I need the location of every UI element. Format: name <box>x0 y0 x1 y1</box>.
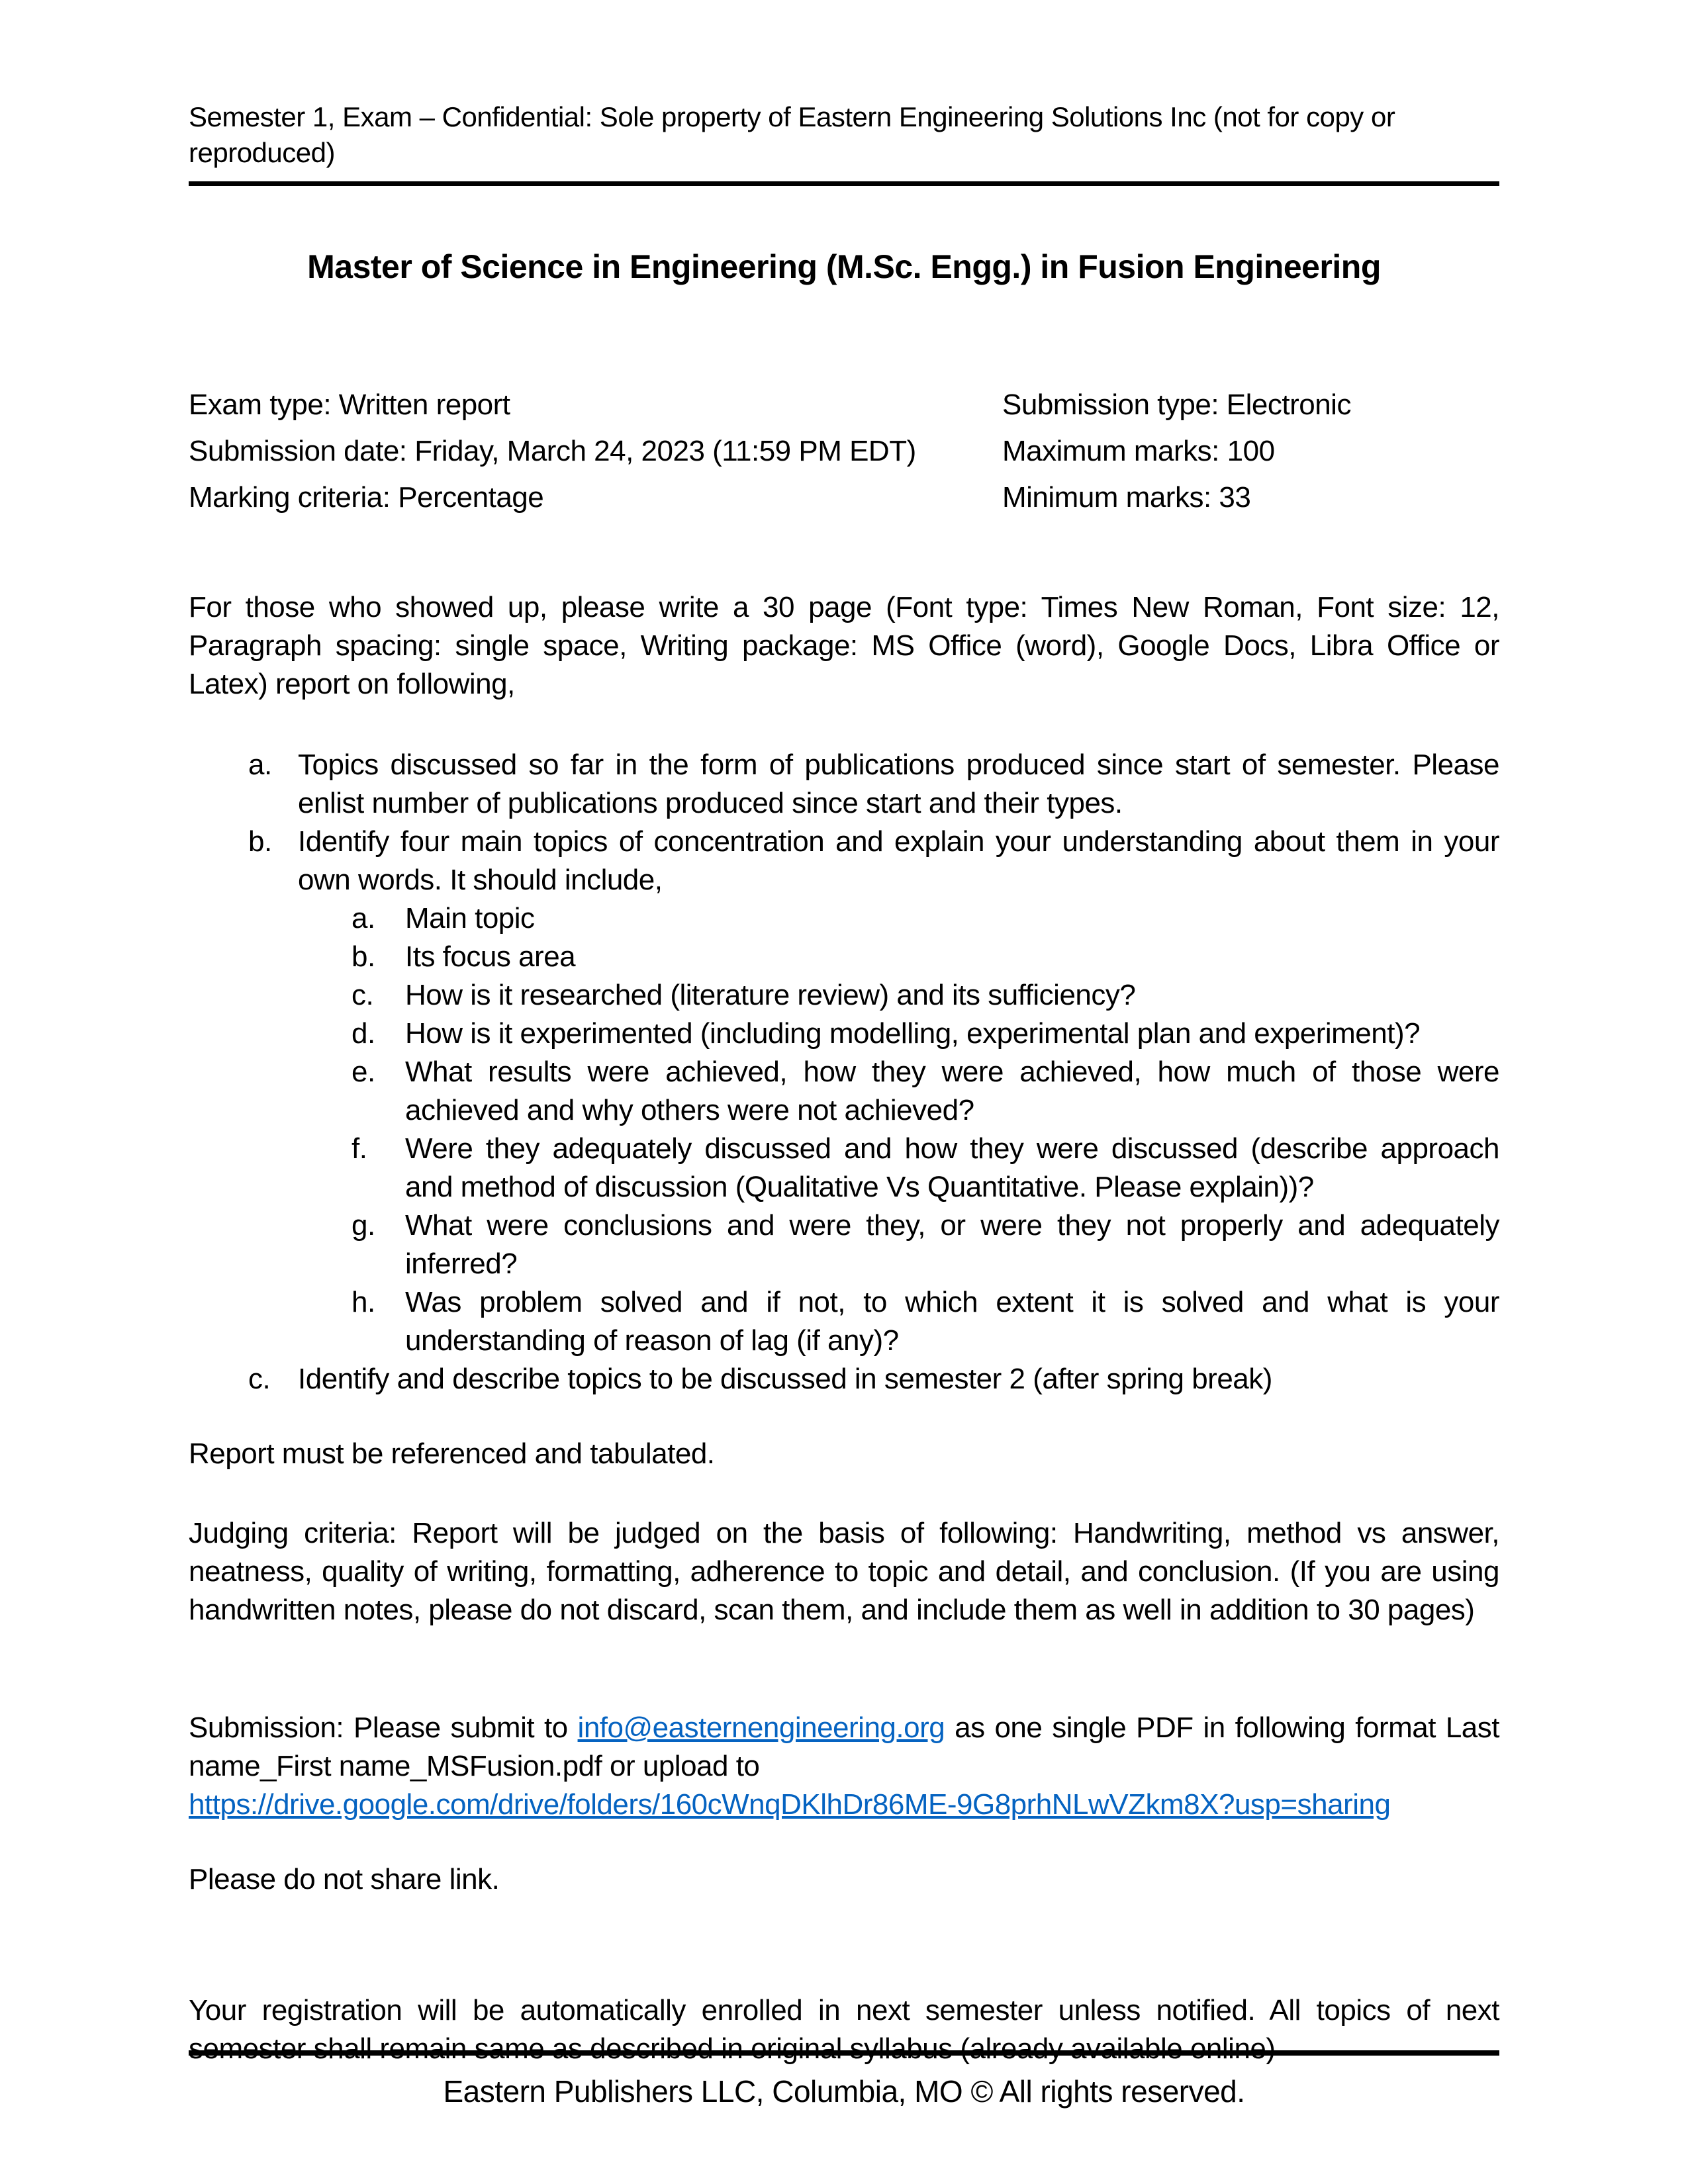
list-item-text: Main topic <box>405 902 535 934</box>
topic-sublist <box>189 899 1499 1360</box>
footer-copyright-text: Eastern Publishers LLC, Columbia, MO © All rights reserved. <box>443 2074 1245 2109</box>
submission-suffix-text: as one single PDF in following format Last name_First name_MSFusion.pdf or upload to <box>189 1711 1499 1782</box>
list-marker: f. <box>352 1132 367 1165</box>
email-link[interactable]: info@easternengineering.org <box>577 1711 945 1744</box>
list-item-text: What results were achieved, how they were achieved, how much of those were achieved and why others were not achieved? <box>405 1056 1499 1126</box>
list-item <box>352 976 1499 1015</box>
registration-note-paragraph: Your registration will be automatically enrolled in next semester unless notified. All topics of next semester shall remain same as described in original syllabus (already available online) <box>189 1994 1499 2065</box>
exam-details-right-column <box>1002 386 1499 525</box>
list-marker: c. <box>352 979 374 1011</box>
list-marker: b. <box>248 825 272 858</box>
list-item <box>352 1130 1499 1206</box>
maximum-marks-line: Maximum marks: 100 <box>1002 435 1275 467</box>
list-item-text: Were they adequately discussed and how they were discussed (describe approach and method of discussion (Qualitative Vs Quantitative. Please explain))? <box>405 1132 1499 1203</box>
list-marker: g. <box>352 1209 375 1242</box>
submission-type-line: Submission type: Electronic <box>1002 388 1351 421</box>
submission-paragraph <box>189 1709 1499 1824</box>
exam-type-line: Exam type: Written report <box>189 388 510 421</box>
list-marker: a. <box>248 749 272 781</box>
list-item <box>248 823 1499 899</box>
list-item-text: Its focus area <box>405 940 576 973</box>
list-item-text: Topics discussed so far in the form of publications produced since start of semester. Please enlist number of publications produced since start and their types. <box>298 749 1499 819</box>
list-marker: b. <box>352 940 375 973</box>
document-title: Master of Science in Engineering (M.Sc. Engg.) in Fusion Engineering <box>307 248 1381 285</box>
list-marker: c. <box>248 1363 271 1395</box>
list-marker: a. <box>352 902 375 934</box>
submission-prefix-text: Submission: Please submit to <box>189 1711 578 1744</box>
exam-details <box>189 386 1499 525</box>
list-item <box>352 938 1499 976</box>
list-item <box>248 746 1499 823</box>
report-note-paragraph: Report must be referenced and tabulated. <box>189 1437 715 1470</box>
list-item-text: Identify and describe topics to be discussed in semester 2 (after spring break) <box>298 1363 1272 1395</box>
list-item <box>352 1053 1499 1130</box>
page-footer <box>189 2050 1499 2110</box>
header-confidential-text: Semester 1, Exam – Confidential: Sole property of Eastern Engineering Solutions Inc (not for copy or reproduced) <box>189 101 1395 168</box>
exam-details-left-column <box>189 386 1002 525</box>
list-item <box>352 1015 1499 1053</box>
drive-link[interactable]: https://drive.google.com/drive/folders/160cWnqDKlhDr86ME-9G8prhNLwVZkm8X?usp=sharing <box>189 1788 1391 1821</box>
intro-paragraph: For those who showed up, please write a 30 page (Font type: Times New Roman, Font size: 12, Paragraph spacing: single space, Writing package: MS Office (word), Google Docs, Libra Office or Latex) report on following, <box>189 591 1499 700</box>
page-header <box>189 99 1499 186</box>
list-item <box>352 899 1499 938</box>
list-item <box>352 1283 1499 1360</box>
submission-date-line: Submission date: Friday, March 24, 2023 (11:59 PM EDT) <box>189 435 916 467</box>
minimum-marks-line: Minimum marks: 33 <box>1002 481 1251 514</box>
list-marker: d. <box>352 1017 375 1050</box>
list-item-text: Was problem solved and if not, to which extent it is solved and what is your understanding of reason of lag (if any)? <box>405 1286 1499 1357</box>
list-item-text: Identify four main topics of concentration and explain your understanding about them in your own words. It should include, <box>298 825 1499 896</box>
judging-criteria-paragraph: Judging criteria: Report will be judged on the basis of following: Handwriting, method vs answer, neatness, quality of writing, formatting, adherence to topic and detail, and conclusion. (If you are using handwritten notes, please do not discard, scan them, and include them as well in addition to 30 pages) <box>189 1517 1499 1626</box>
list-item-text: What were conclusions and were they, or were they not properly and adequately inferred? <box>405 1209 1499 1280</box>
list-item <box>352 1206 1499 1283</box>
marking-criteria-line: Marking criteria: Percentage <box>189 481 544 514</box>
list-item-text: How is it researched (literature review) and its sufficiency? <box>405 979 1136 1011</box>
list-marker: h. <box>352 1286 375 1318</box>
share-note-paragraph: Please do not share link. <box>189 1863 500 1895</box>
list-marker: e. <box>352 1056 375 1088</box>
list-item <box>248 1360 1499 1398</box>
report-requirements-list <box>189 746 1499 1398</box>
list-item-text: How is it experimented (including modelling, experimental plan and experiment)? <box>405 1017 1421 1050</box>
